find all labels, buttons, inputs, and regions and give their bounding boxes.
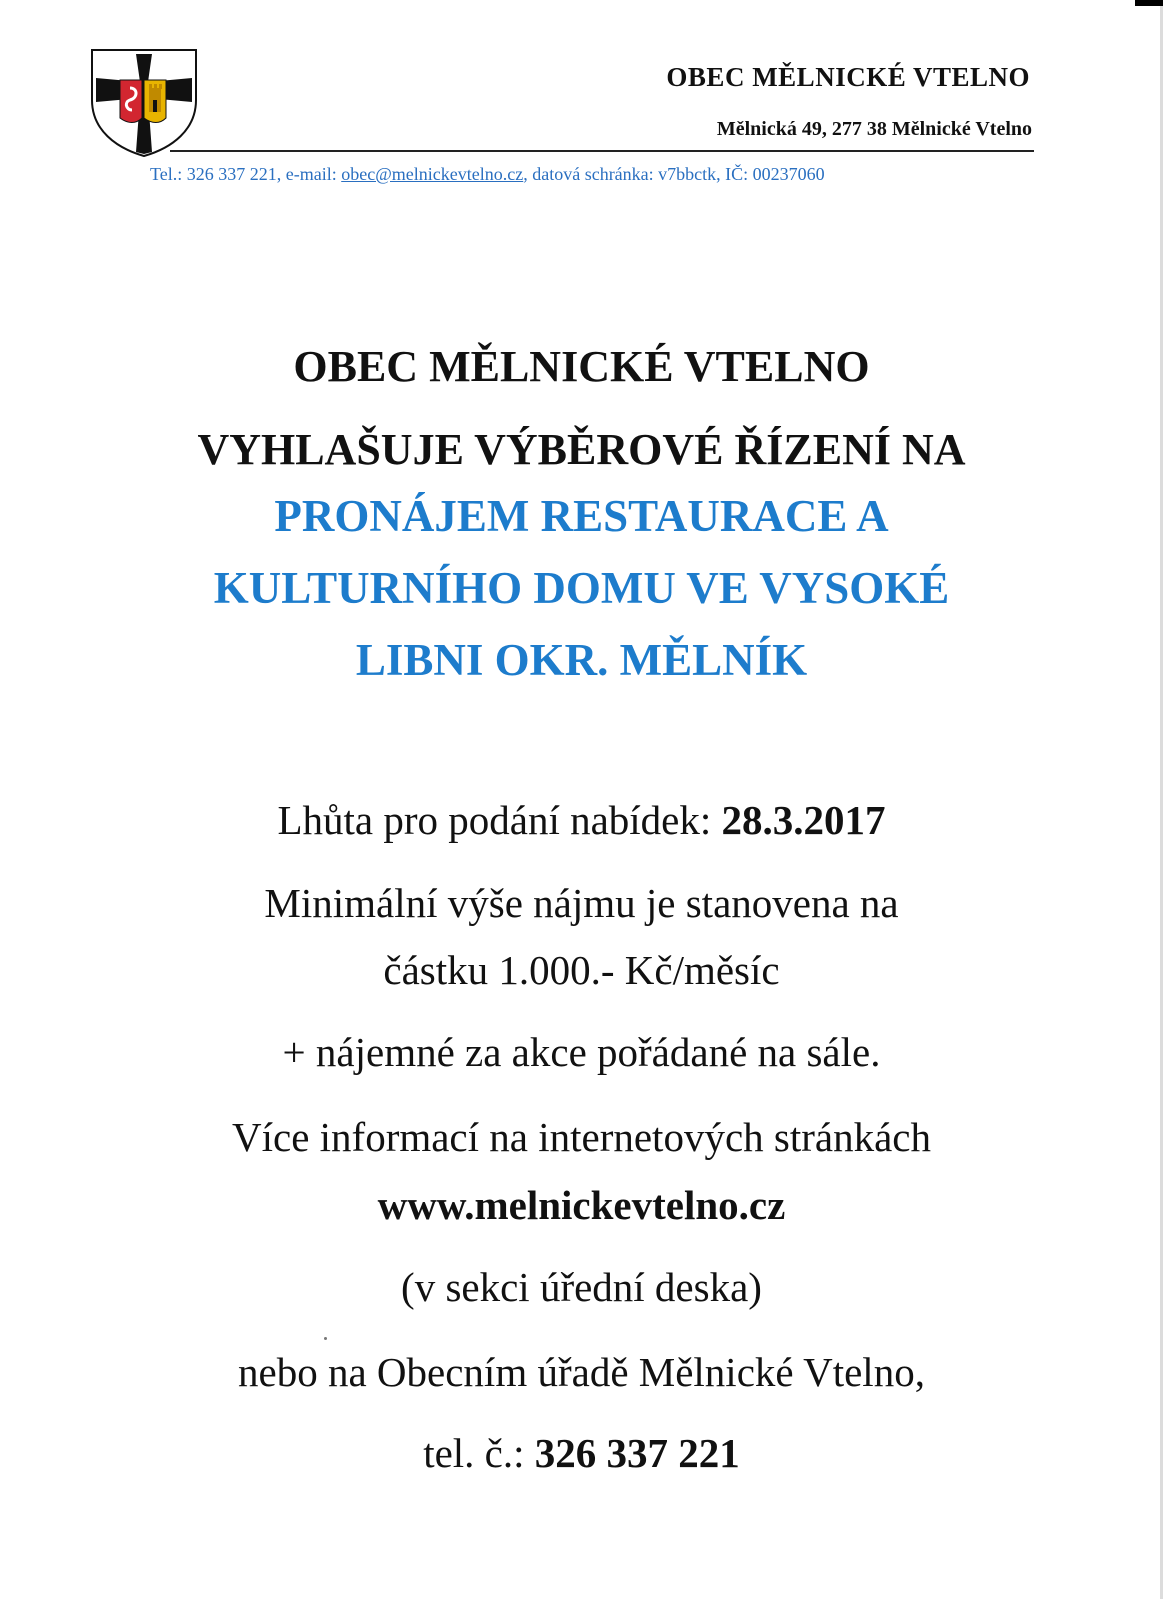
- rent-line-1: Minimální výše nájmu je stanovena na: [264, 880, 899, 926]
- deadline-label: Lhůta pro podání nabídek:: [277, 797, 722, 843]
- headline-highlight-1: PRONÁJEM RESTAURACE A: [274, 491, 889, 541]
- phone-label: tel. č.:: [423, 1430, 535, 1476]
- headline-highlight-2: KULTURNÍHO DOMU VE VYSOKÉ: [213, 563, 950, 613]
- letterhead-name: OBEC MĚLNICKÉ VTELNO: [666, 62, 1030, 92]
- scan-dot: [324, 1337, 327, 1340]
- rent-line-2: částku 1.000.- Kč/měsíc: [383, 947, 780, 993]
- email-link[interactable]: obec@melnickevtelno.cz: [341, 164, 524, 184]
- website-link[interactable]: www.melnickevtelno.cz: [377, 1182, 786, 1228]
- deadline-line: [0, 797, 1163, 843]
- contact-prefix: Tel.: 326 337 221, e-mail:: [150, 164, 342, 184]
- letterhead-contact: [150, 164, 1050, 185]
- deadline-value: 28.3.2017: [721, 797, 886, 843]
- headline-line-1: OBEC MĚLNICKÉ VTELNO: [293, 342, 870, 391]
- scan-corner-mark: [1135, 0, 1163, 6]
- office-line: nebo na Obecním úřadě Mělnické Vtelno,: [238, 1349, 925, 1395]
- website-line: [0, 1182, 1163, 1228]
- info-line: Více informací na internetových stránkách: [232, 1114, 931, 1160]
- phone-line: [0, 1430, 1163, 1476]
- contact-suffix: , datová schránka: v7bbctk, IČ: 00237060: [523, 164, 825, 184]
- letterhead-address: Mělnická 49, 277 38 Mělnické Vtelno: [716, 118, 1032, 140]
- headline-line-2: VYHLAŠUJE VÝBĚROVÉ ŘÍZENÍ NA: [197, 425, 966, 474]
- extra-fee-line: + nájemné za akce pořádané na sále.: [282, 1029, 881, 1075]
- section-line: (v sekci úřední deska): [401, 1264, 762, 1310]
- headline-highlight-3: LIBNI OKR. MĚLNÍK: [355, 635, 808, 685]
- letterhead-divider: [170, 150, 1034, 152]
- phone-value: 326 337 221: [534, 1430, 740, 1476]
